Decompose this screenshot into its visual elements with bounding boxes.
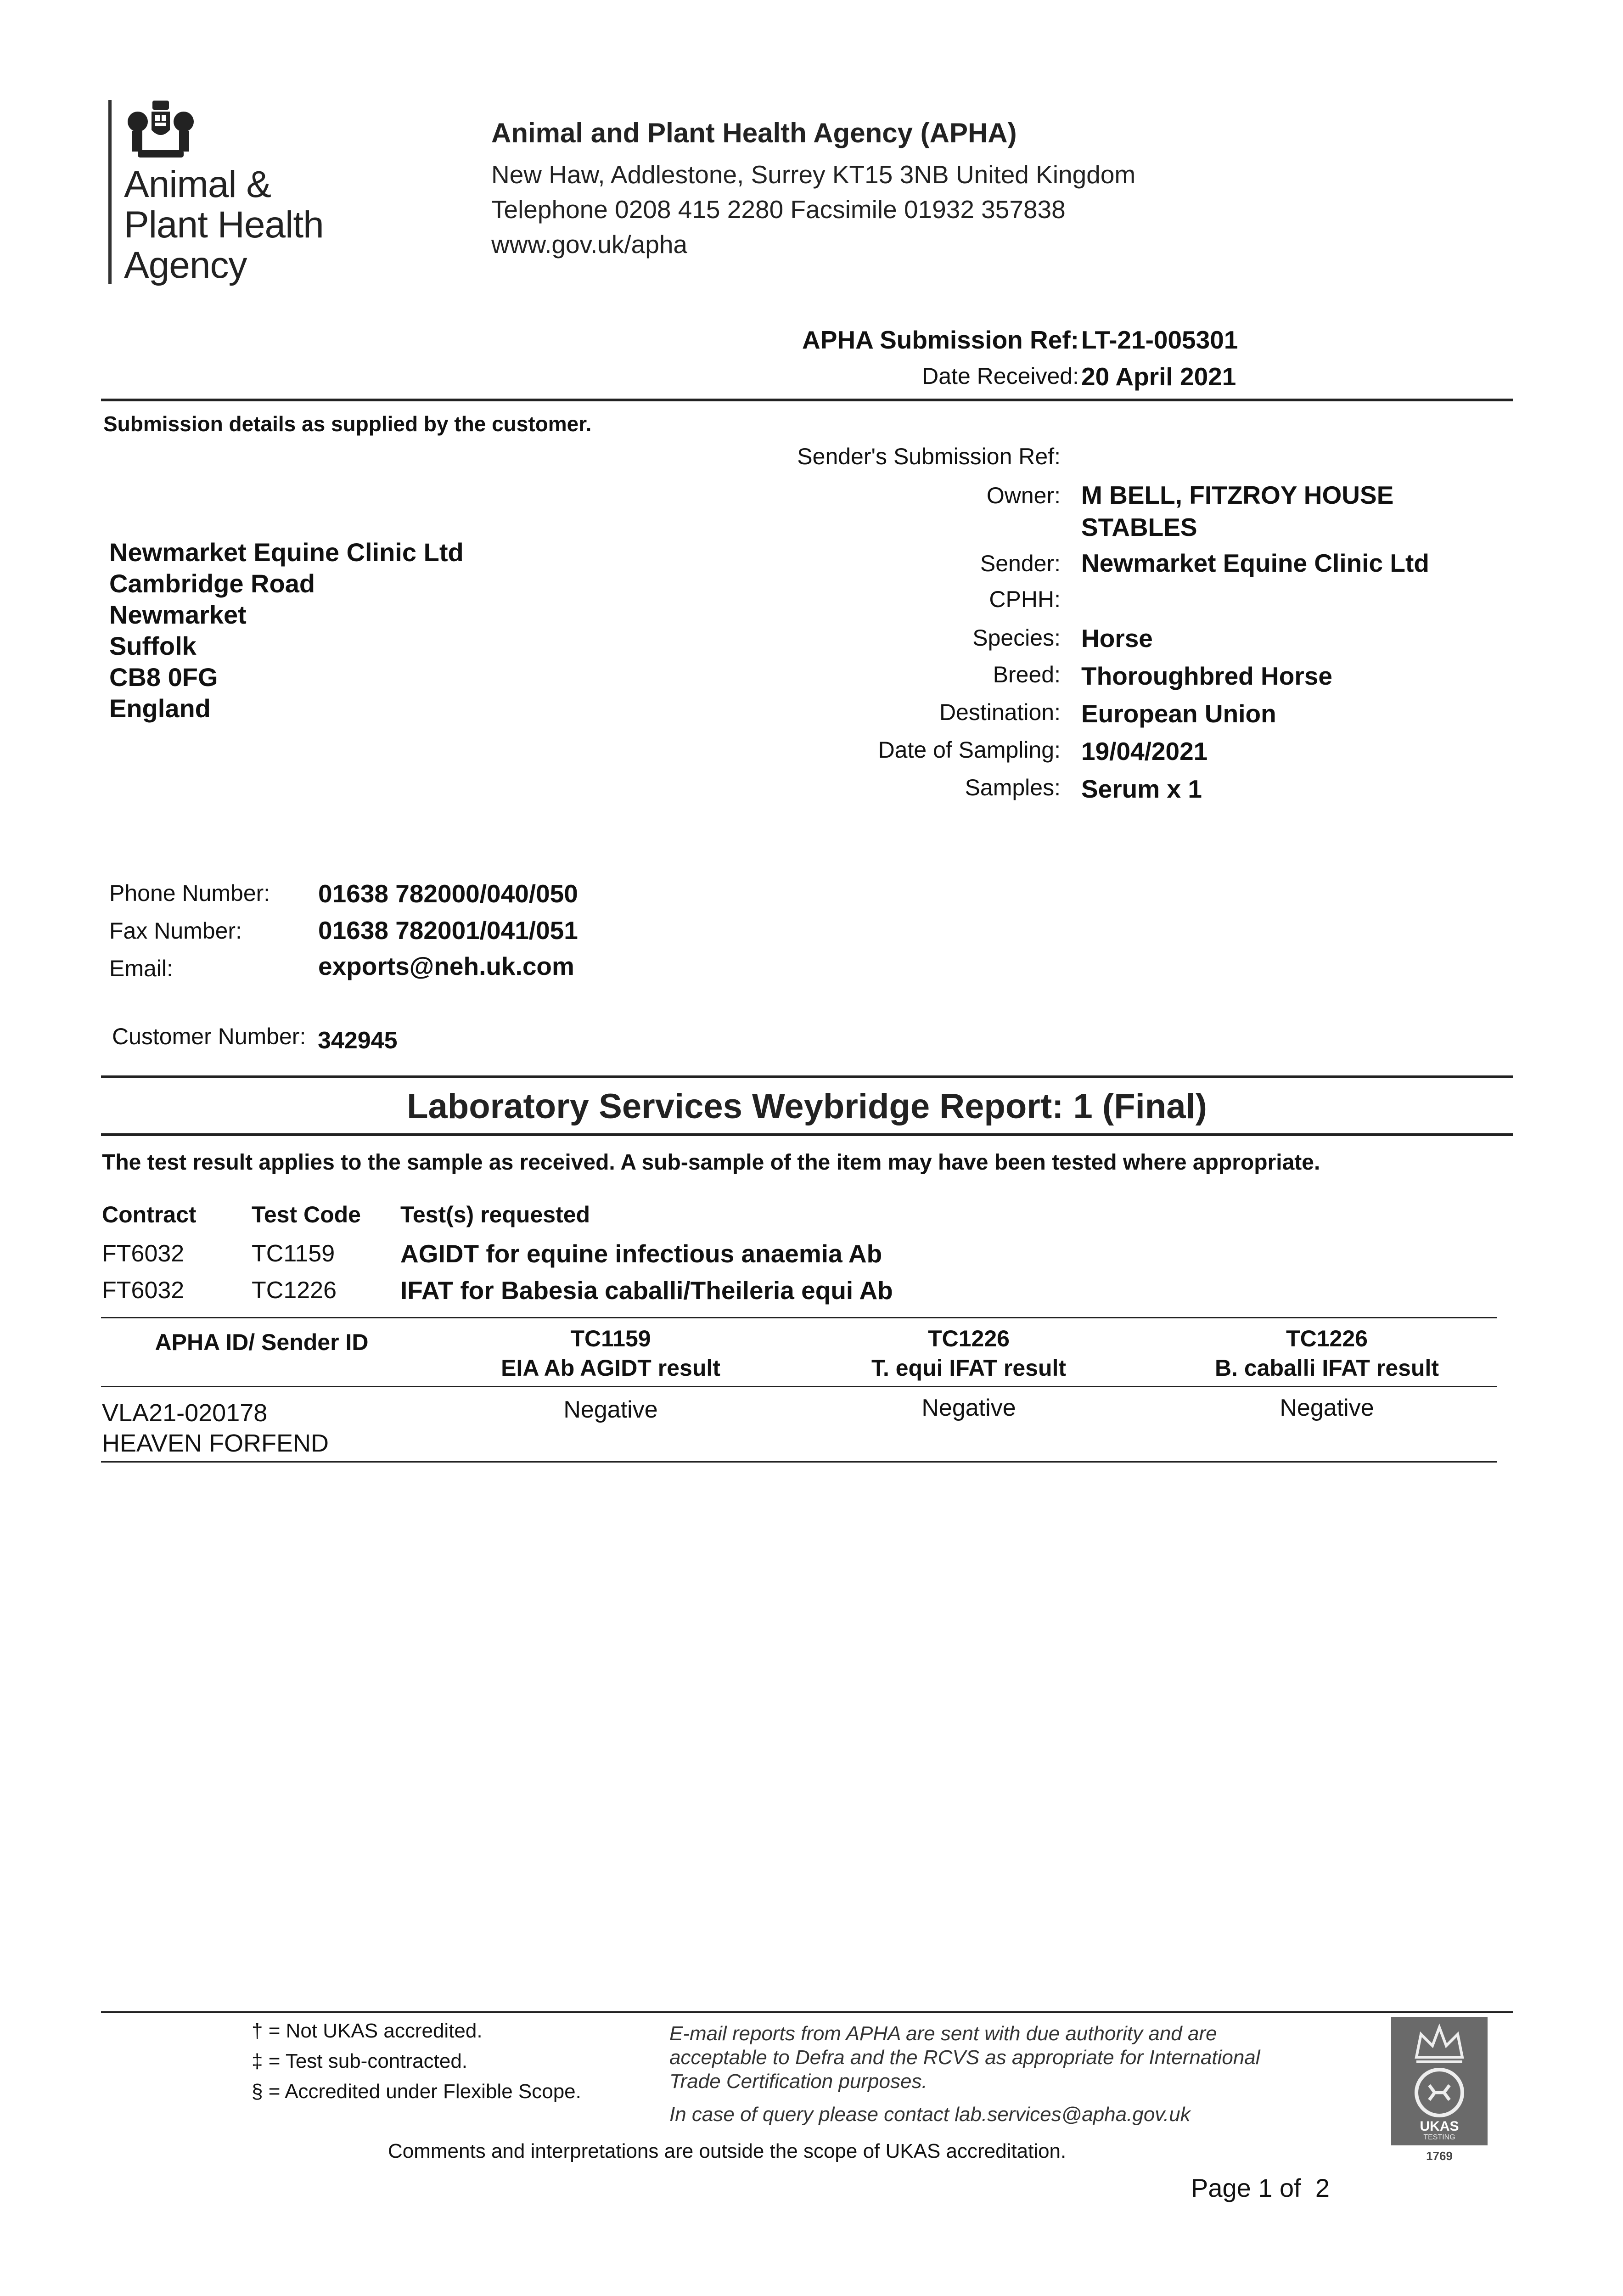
- ukas-number: 1769: [1426, 2149, 1453, 2163]
- customer-number-value: 342945: [318, 1027, 398, 1054]
- email-note-line-2: acceptable to Defra and the RCVS as appropriate for International: [669, 2046, 1260, 2069]
- contract-header: Contract: [102, 1202, 197, 1227]
- email-label: Email:: [109, 956, 173, 981]
- report-title: Laboratory Services Weybridge Report: 1 (Final): [407, 1087, 1207, 1126]
- rule-results-header: [101, 1386, 1497, 1387]
- result-col2: Negative: [921, 1395, 1016, 1421]
- logo-divider: [108, 100, 112, 284]
- address-line: Suffolk: [109, 631, 197, 660]
- date-received-label: Date Received:: [922, 363, 1079, 389]
- breed-value: Thoroughbred Horse: [1081, 662, 1332, 690]
- address-line: Cambridge Road: [109, 569, 315, 598]
- footnote-subcontracted: ‡ = Test sub-contracted.: [252, 2050, 468, 2072]
- samples-value: Serum x 1: [1081, 775, 1202, 803]
- species-value: Horse: [1081, 624, 1153, 653]
- owner-value-cont: STABLES: [1081, 513, 1197, 541]
- owner-label: Owner:: [986, 483, 1061, 508]
- ukas-logo: [1391, 2017, 1488, 2145]
- supplied-note: Submission details as supplied by the customer.: [103, 412, 592, 436]
- test-code-header: Test Code: [252, 1202, 361, 1227]
- test-contract: FT6032: [102, 1277, 185, 1304]
- org-name-line-2: Plant Health: [124, 204, 324, 246]
- test-code: TC1159: [252, 1240, 335, 1267]
- email-value: exports@neh.uk.com: [318, 952, 574, 980]
- submission-ref-value: LT-21-005301: [1081, 326, 1238, 354]
- applies-note: The test result applies to the sample as received. A sub-sample of the item may have been tested where appropriate.: [102, 1150, 1320, 1175]
- sender-label: Sender:: [980, 551, 1061, 576]
- agency-address: New Haw, Addlestone, Surrey KT15 3NB United Kingdom: [491, 160, 1136, 189]
- phone-value: 01638 782000/040/050: [318, 879, 578, 908]
- fax-value: 01638 782001/041/051: [318, 916, 578, 945]
- ukas-label: UKAS: [1420, 2119, 1459, 2134]
- results-col2-name: T. equi IFAT result: [871, 1355, 1067, 1381]
- page-number: Page 1 of 2: [1191, 2173, 1330, 2202]
- tests-requested-header: Test(s) requested: [400, 1202, 590, 1227]
- date-received-value: 20 April 2021: [1081, 362, 1236, 391]
- royal-crest-icon: [124, 99, 197, 163]
- agency-title: Animal and Plant Health Agency (APHA): [491, 118, 1017, 148]
- phone-label: Phone Number:: [109, 880, 270, 906]
- agency-website: www.gov.uk/apha: [491, 230, 688, 259]
- destination-label: Destination:: [939, 699, 1061, 725]
- test-requested: IFAT for Babesia caballi/Theileria equi Ab: [400, 1276, 893, 1305]
- rule-results-top: [101, 1317, 1497, 1318]
- result-col3: Negative: [1280, 1395, 1374, 1421]
- customer-number-label: Customer Number:: [112, 1024, 306, 1049]
- email-note-line-3: Trade Certification purposes.: [669, 2070, 927, 2093]
- fax-label: Fax Number:: [109, 918, 242, 944]
- crown-icon: [1407, 2020, 1471, 2066]
- rule-report-bottom: [101, 1133, 1513, 1136]
- test-contract: FT6032: [102, 1240, 185, 1267]
- agency-phone: Telephone 0208 415 2280 Facsimile 01932 357838: [491, 195, 1066, 224]
- sampling-date-value: 19/04/2021: [1081, 737, 1208, 765]
- results-col2-code: TC1226: [928, 1326, 1010, 1351]
- species-label: Species:: [972, 625, 1061, 651]
- sender-value: Newmarket Equine Clinic Ltd: [1081, 549, 1429, 577]
- rule-footer: [101, 2011, 1513, 2013]
- rule-report-top: [101, 1075, 1513, 1078]
- footnote-not-accredited: † = Not UKAS accredited.: [252, 2020, 483, 2042]
- ukas-tick-icon: [1412, 2065, 1467, 2120]
- test-code: TC1226: [252, 1277, 337, 1304]
- query-note: In case of query please contact lab.services@apha.gov.uk: [669, 2103, 1191, 2126]
- submission-ref-label: APHA Submission Ref:: [802, 326, 1079, 354]
- sender-id: HEAVEN FORFEND: [102, 1429, 329, 1457]
- test-requested: AGIDT for equine infectious anaemia Ab: [400, 1239, 882, 1268]
- scope-note: Comments and interpretations are outside the scope of UKAS accreditation.: [388, 2140, 1067, 2162]
- address-line: Newmarket Equine Clinic Ltd: [109, 538, 464, 567]
- results-col1-name: EIA Ab AGIDT result: [501, 1355, 720, 1381]
- footnote-flexible-scope: § = Accredited under Flexible Scope.: [252, 2080, 581, 2103]
- results-id-header: APHA ID/ Sender ID: [155, 1329, 369, 1355]
- email-note-line-1: E-mail reports from APHA are sent with due authority and are: [669, 2022, 1217, 2045]
- rule-top: [101, 399, 1513, 401]
- address-line: England: [109, 694, 211, 723]
- breed-label: Breed:: [993, 662, 1061, 687]
- results-col3-code: TC1226: [1286, 1326, 1368, 1351]
- org-name-line-1: Animal &: [124, 163, 271, 205]
- samples-label: Samples:: [965, 775, 1061, 800]
- org-name-line-3: Agency: [124, 244, 247, 286]
- sampling-date-label: Date of Sampling:: [878, 737, 1061, 763]
- rule-results-bottom: [101, 1461, 1497, 1463]
- results-col1-code: TC1159: [570, 1326, 651, 1351]
- sender-ref-label: Sender's Submission Ref:: [797, 444, 1061, 469]
- address-line: Newmarket: [109, 600, 247, 629]
- result-col1: Negative: [563, 1396, 658, 1423]
- results-col3-name: B. caballi IFAT result: [1214, 1355, 1439, 1381]
- cphh-label: CPHH:: [989, 586, 1061, 612]
- apha-id: VLA21-020178: [102, 1399, 268, 1427]
- destination-value: European Union: [1081, 699, 1276, 728]
- address-line: CB8 0FG: [109, 663, 218, 692]
- ukas-sub: TESTING: [1423, 2133, 1455, 2141]
- owner-value: M BELL, FITZROY HOUSE: [1081, 481, 1394, 509]
